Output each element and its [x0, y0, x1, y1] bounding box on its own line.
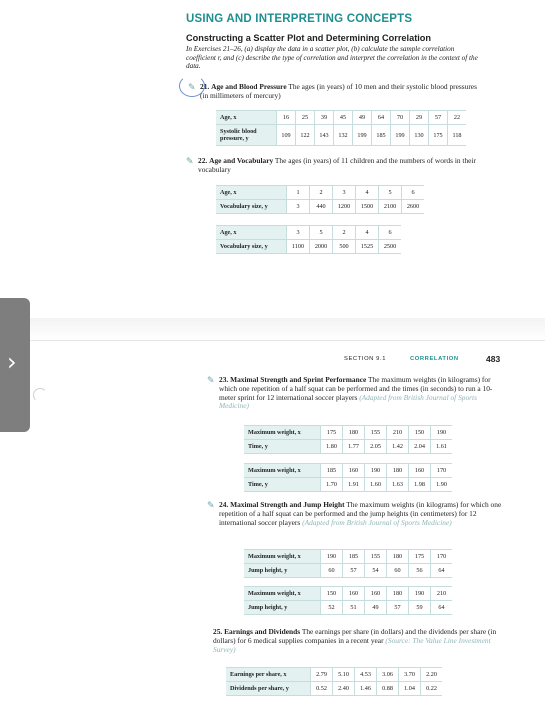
table-cell: 199	[391, 125, 410, 146]
exercise-24	[219, 501, 504, 527]
table-row	[244, 478, 452, 492]
table-cell: 64	[431, 564, 453, 578]
row-label: Age, x	[216, 186, 287, 200]
data-table-ex23-part1	[244, 425, 452, 454]
document-page-upper	[0, 0, 545, 318]
row-label: Time, y	[244, 440, 321, 454]
table-cell: 210	[431, 587, 453, 601]
exercise-marker-icon: ✎	[186, 157, 194, 167]
data-table-ex21	[216, 110, 466, 146]
row-label: Dividends per share, y	[226, 682, 311, 696]
row-label: Maximum weight, x	[244, 550, 321, 564]
exercise-marker-icon: ✎	[207, 376, 215, 386]
table-cell: 3	[287, 226, 310, 240]
table-cell: 185	[372, 125, 391, 146]
table-cell: 440	[310, 200, 333, 214]
running-header-title: CORRELATION	[410, 356, 459, 362]
table-cell: 39	[315, 111, 334, 125]
table-cell: 1.91	[343, 478, 365, 492]
exercise-source: (Source: The Value Line Investment Survey)	[213, 635, 491, 654]
table-cell: 160	[343, 464, 365, 478]
table-cell: 60	[321, 564, 343, 578]
table-cell: 1.61	[431, 440, 453, 454]
table-cell: 155	[365, 426, 387, 440]
exercise-text: The ages (in years) of 10 men and their systolic blood pressures (in millimeters of mercury)	[200, 82, 477, 100]
table-cell: 1.46	[355, 682, 377, 696]
table-cell: 143	[315, 125, 334, 146]
table-cell: 0.52	[311, 682, 333, 696]
exercise-marker-icon: ✎	[207, 501, 215, 511]
data-table-ex24-part2	[244, 586, 452, 615]
exercise-number: 23.	[219, 375, 229, 384]
table-cell: 180	[387, 464, 409, 478]
table-cell: 1.98	[409, 478, 431, 492]
table-cell: 185	[343, 550, 365, 564]
table-cell: 3.70	[399, 668, 421, 682]
exercise-marker-icon: ✎	[188, 83, 196, 93]
table-row	[244, 550, 452, 564]
table-cell: 3	[333, 186, 356, 200]
table-cell: 190	[365, 464, 387, 478]
table-cell: 70	[391, 111, 410, 125]
table-cell: 0.22	[421, 682, 443, 696]
table-cell: 190	[321, 550, 343, 564]
row-label: Jump height, y	[244, 564, 321, 578]
table-cell: 132	[334, 125, 353, 146]
exercise-source: (Adapted from British Journal of Sports Medicine)	[219, 392, 477, 411]
running-header-section: SECTION 9.1	[344, 356, 387, 362]
exercise-title: Maximal Strength and Jump Height	[230, 500, 345, 509]
table-cell: 2000	[310, 240, 333, 254]
table-row	[244, 587, 452, 601]
table-cell: 190	[409, 587, 431, 601]
table-cell: 5	[379, 186, 402, 200]
row-label: Systolic blood pressure, y	[216, 125, 277, 146]
margin-curl-mark	[33, 388, 47, 402]
table-cell: 1.80	[321, 440, 343, 454]
table-cell: 60	[387, 564, 409, 578]
table-cell: 155	[365, 550, 387, 564]
exercise-22	[198, 157, 483, 175]
exercise-title: Age and Blood Pressure	[211, 82, 287, 91]
table-cell: 6	[402, 186, 425, 200]
table-cell: 45	[334, 111, 353, 125]
table-cell: 180	[387, 587, 409, 601]
table-cell: 64	[431, 601, 453, 615]
table-cell: 122	[296, 125, 315, 146]
exercise-text: The earnings per share (in dollars) and the dividends per share (in dollars) for 6 medical supplies companies in a recent year	[213, 627, 497, 645]
table-cell: 160	[409, 464, 431, 478]
table-cell: 57	[343, 564, 365, 578]
table-cell: 1.90	[431, 478, 453, 492]
row-label: Jump height, y	[244, 601, 321, 615]
table-cell: 210	[387, 426, 409, 440]
table-cell: 500	[333, 240, 356, 254]
table-cell: 1100	[287, 240, 310, 254]
table-row	[216, 111, 466, 125]
table-cell: 57	[429, 111, 448, 125]
exercise-title: Earnings and Dividends	[224, 627, 301, 636]
table-row	[226, 668, 442, 682]
exercise-text: The maximum weights (in kilograms) for which one repetition of a half squat can be performed and the times (in seconds) to run a 10-meter sprint for 12 international soccer players	[219, 375, 493, 402]
table-cell: 4.53	[355, 668, 377, 682]
table-cell: 4	[356, 226, 379, 240]
row-label: Age, x	[216, 111, 277, 125]
subsection-intro: In Exercises 21–26, (a) display the data in a scatter plot, (b) calculate the sample correlation coefficient r, and (c) describe the type of correlation and interpret the correlation in the context of the data.	[186, 45, 478, 71]
chevron-right-icon: ›	[7, 348, 17, 376]
table-cell: 6	[379, 226, 402, 240]
table-cell: 49	[365, 601, 387, 615]
table-cell: 1.63	[387, 478, 409, 492]
table-cell: 175	[409, 550, 431, 564]
table-cell: 5	[310, 226, 333, 240]
table-cell: 1200	[333, 200, 356, 214]
table-cell: 185	[321, 464, 343, 478]
table-cell: 2100	[379, 200, 402, 214]
table-cell: 51	[343, 601, 365, 615]
table-cell: 2	[310, 186, 333, 200]
table-cell: 22	[448, 111, 467, 125]
table-cell: 170	[431, 550, 453, 564]
exercise-number: 25.	[213, 627, 223, 636]
row-label: Maximum weight, x	[244, 464, 321, 478]
table-row	[216, 226, 401, 240]
row-label: Age, x	[216, 226, 287, 240]
exercise-25	[213, 628, 505, 654]
table-cell: 59	[409, 601, 431, 615]
table-cell: 130	[410, 125, 429, 146]
exercise-21	[200, 83, 485, 101]
table-row	[244, 564, 452, 578]
table-cell: 1	[287, 186, 310, 200]
table-cell: 2.20	[421, 668, 443, 682]
table-row	[216, 200, 424, 214]
table-cell: 3.06	[377, 668, 399, 682]
table-cell: 25	[296, 111, 315, 125]
table-cell: 1500	[356, 200, 379, 214]
table-cell: 199	[353, 125, 372, 146]
next-page-button[interactable]	[0, 298, 30, 432]
data-table-ex22-part1	[216, 185, 424, 214]
table-row	[216, 240, 401, 254]
row-label: Time, y	[244, 478, 321, 492]
data-table-ex25	[226, 667, 442, 696]
table-row	[216, 125, 466, 146]
row-label: Maximum weight, x	[244, 587, 321, 601]
table-cell: 160	[343, 587, 365, 601]
table-cell: 1.04	[399, 682, 421, 696]
exercise-text: The ages (in years) of 11 children and the numbers of words in their vocabulary	[198, 156, 476, 174]
table-cell: 2500	[379, 240, 402, 254]
table-cell: 150	[321, 587, 343, 601]
table-row	[226, 682, 442, 696]
page-number: 483	[486, 354, 501, 364]
table-cell: 2.05	[365, 440, 387, 454]
table-cell: 170	[431, 464, 453, 478]
row-label: Vocabulary size, y	[216, 240, 287, 254]
table-cell: 16	[277, 111, 296, 125]
table-cell: 29	[410, 111, 429, 125]
table-row	[216, 186, 424, 200]
table-cell: 180	[387, 550, 409, 564]
exercise-number: 24.	[219, 500, 229, 509]
exercise-title: Age and Vocabulary	[209, 156, 274, 165]
exercise-text: The maximum weights (in kilograms) for which one repetition of a half squat can be performed and the jump heights (in centimeters) for 12 international soccer players	[219, 500, 502, 527]
table-cell: 56	[409, 564, 431, 578]
exercise-number: 22.	[198, 156, 208, 165]
table-cell: 1.77	[343, 440, 365, 454]
table-cell: 1.60	[365, 478, 387, 492]
table-cell: 64	[372, 111, 391, 125]
exercise-title: Maximal Strength and Sprint Performance	[230, 375, 367, 384]
table-cell: 1.42	[387, 440, 409, 454]
table-cell: 1525	[356, 240, 379, 254]
subsection-title: Constructing a Scatter Plot and Determining Correlation	[186, 33, 432, 43]
data-table-ex24-part1	[244, 549, 452, 578]
data-table-ex22-part2	[216, 225, 401, 254]
table-cell: 2.40	[333, 682, 355, 696]
table-cell: 4	[356, 186, 379, 200]
table-cell: 52	[321, 601, 343, 615]
table-row	[244, 440, 452, 454]
table-cell: 2.79	[311, 668, 333, 682]
table-cell: 54	[365, 564, 387, 578]
table-cell: 49	[353, 111, 372, 125]
table-cell: 180	[343, 426, 365, 440]
section-heading: USING AND INTERPRETING CONCEPTS	[186, 13, 413, 25]
table-cell: 175	[321, 426, 343, 440]
table-cell: 190	[431, 426, 453, 440]
table-cell: 3	[287, 200, 310, 214]
table-cell: 175	[429, 125, 448, 146]
table-cell: 2.04	[409, 440, 431, 454]
table-cell: 150	[409, 426, 431, 440]
table-cell: 118	[448, 125, 467, 146]
table-cell: 0.88	[377, 682, 399, 696]
table-cell: 5.10	[333, 668, 355, 682]
table-row	[244, 601, 452, 615]
table-row	[244, 426, 452, 440]
table-cell: 109	[277, 125, 296, 146]
exercise-23	[219, 376, 504, 411]
row-label: Earnings per share, x	[226, 668, 311, 682]
table-cell: 2	[333, 226, 356, 240]
table-cell: 160	[365, 587, 387, 601]
table-cell: 2600	[402, 200, 425, 214]
exercise-source: (Adapted from British Journal of Sports Medicine)	[302, 517, 452, 527]
table-row	[244, 464, 452, 478]
exercise-number: 21.	[200, 82, 210, 91]
data-table-ex23-part2	[244, 463, 452, 492]
table-cell: 57	[387, 601, 409, 615]
row-label: Vocabulary size, y	[216, 200, 287, 214]
page-gap	[0, 318, 545, 340]
table-cell: 1.70	[321, 478, 343, 492]
row-label: Maximum weight, x	[244, 426, 321, 440]
